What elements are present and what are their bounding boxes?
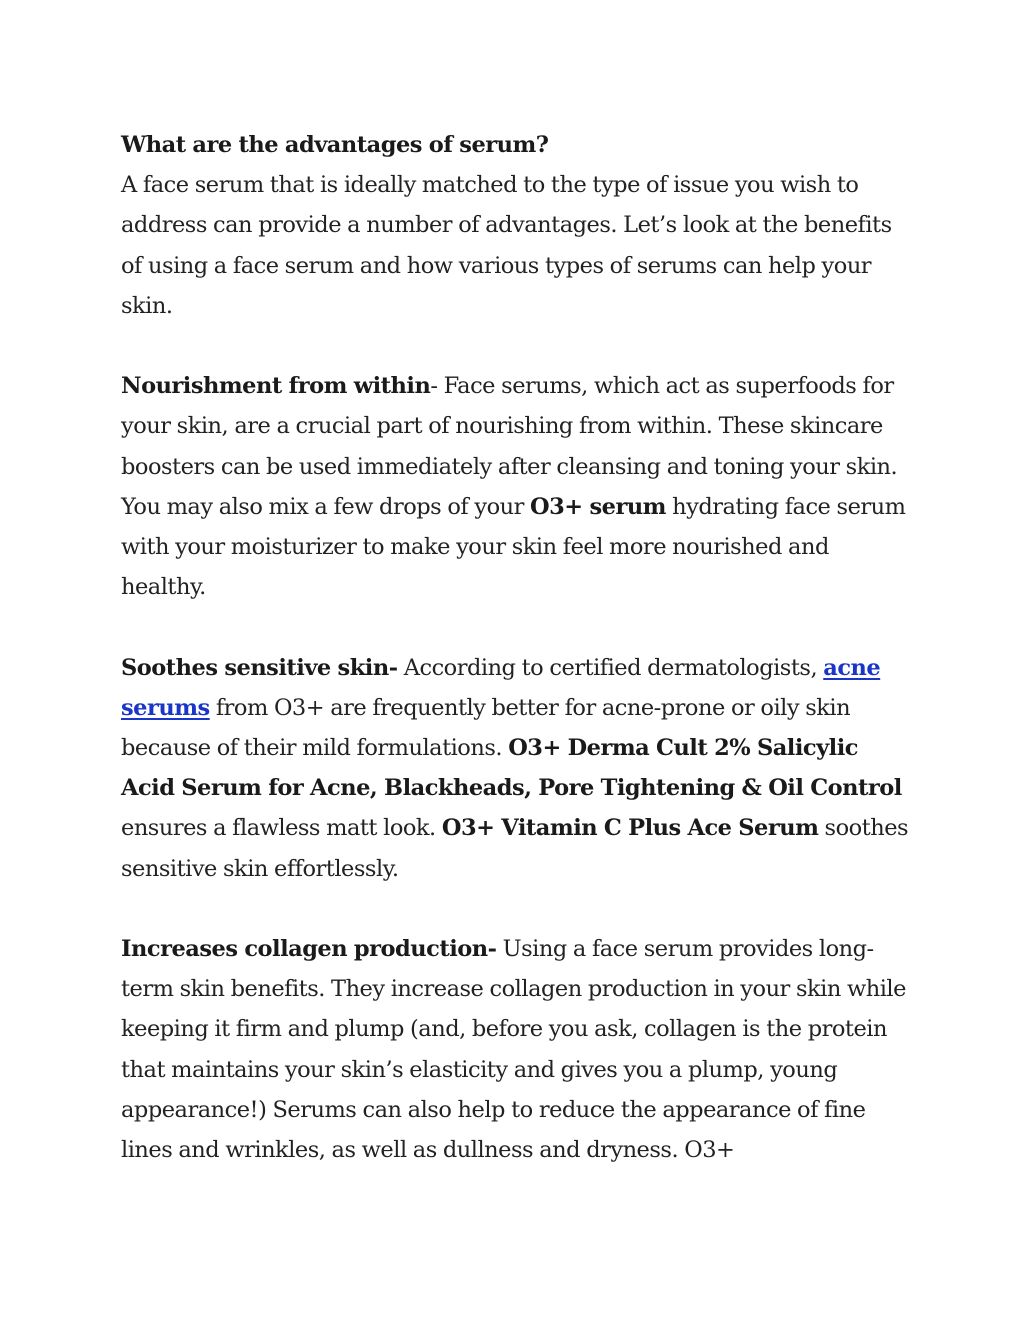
document-body: [121, 125, 911, 1170]
paragraph-gap: [121, 889, 911, 929]
nourishment-title: Nourishment from within: [121, 373, 431, 400]
nourishment-text-1: - Face serums, which act as superfoods for your skin, are a crucial part of nourishing from within. These skincare boosters can be used immediately after cleansing and toning your skin. You may also mix a few drops of your: [121, 373, 898, 520]
nourishment-paragraph: [121, 366, 911, 607]
nourishment-text-2: hydrating face serum with your moisturizer to make your skin feel more nourished and healthy.: [121, 493, 906, 601]
intro-section: [121, 125, 911, 326]
acne-serums-link[interactable]: acne serums: [121, 654, 881, 721]
soothes-product-1: O3+ Derma Cult 2% Salicylic Acid Serum for Acne, Blackheads, Pore Tightening & Oil Control: [121, 735, 902, 802]
paragraph-gap: [121, 607, 911, 647]
section-heading: What are the advantages of serum?: [121, 132, 549, 158]
collagen-text-1: Using a face serum provides long-term skin benefits. They increase collagen production in your skin while keeping it firm and plump (and, before you ask, collagen is the protein that maintains your skin’s elasticity and gives you a plump, young appearance!) Serums can also help to reduce the appearance of fine lines and wrinkles, as well as dullness and dryness. O3+: [121, 936, 906, 1164]
soothes-text-1: According to certified dermatologists,: [397, 654, 824, 681]
soothes-product-2: O3+ Vitamin C Plus Ace Serum: [441, 815, 819, 842]
collagen-paragraph: [121, 929, 911, 1170]
paragraph-gap: [121, 326, 911, 366]
soothes-text-2: from O3+ are frequently better for acne-prone or oily skin because of their mild formulations.: [121, 694, 851, 762]
soothes-paragraph: [121, 648, 911, 889]
soothes-text-3: ensures a flawless matt look.: [121, 815, 442, 842]
soothes-title: Soothes sensitive skin-: [121, 654, 398, 681]
intro-paragraph: A face serum that is ideally matched to the type of issue you wish to address can provide a number of advantages. Let’s look at the benefits of using a face serum and how various types of serums can help your skin.: [121, 172, 892, 319]
soothes-text-4: soothes sensitive skin effortlessly.: [121, 815, 909, 882]
nourishment-product: O3+ serum: [530, 493, 666, 520]
collagen-title: Increases collagen production-: [121, 936, 497, 963]
